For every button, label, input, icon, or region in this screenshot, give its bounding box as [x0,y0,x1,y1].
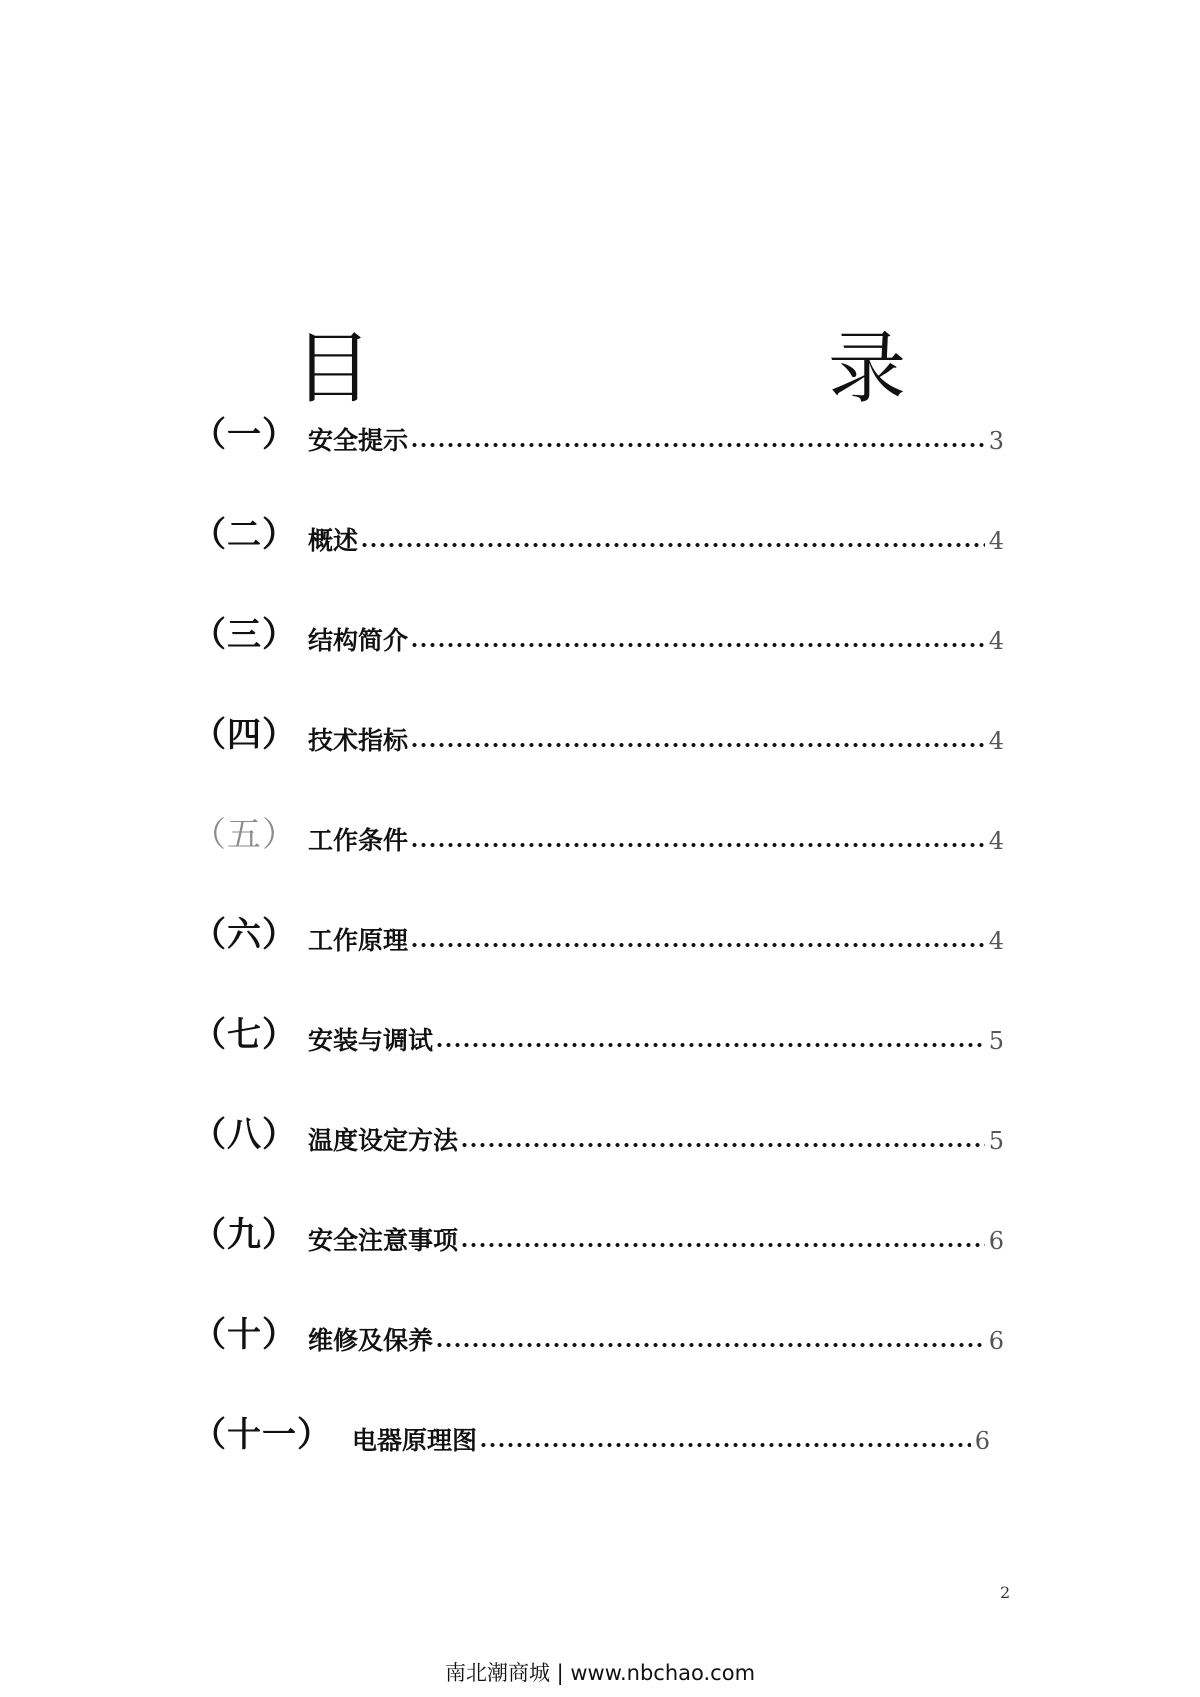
toc-entry-page: 6 [988,1327,1004,1355]
toc-entry-number: （八） [192,1115,297,1155]
toc-dot-leader [460,1142,985,1148]
toc-dot-leader [479,1442,971,1448]
toc-entry-number: （九） [192,1215,297,1255]
toc-entry-label: 安装与调试 [308,1026,434,1055]
toc-entry-page: 4 [988,927,1004,955]
toc-dot-leader [460,1242,985,1248]
toc-entry[interactable] [0,410,1200,470]
toc-entry[interactable] [0,910,1200,970]
toc-entry-label: 概述 [308,526,359,555]
toc-entry-page: 4 [988,527,1004,555]
toc-dot-leader [360,542,985,548]
page-title: 目 录 [293,324,1006,415]
toc-entry-page: 4 [988,827,1004,855]
toc-entry-label: 技术指标 [308,726,409,755]
toc-entry-number: （十一） [192,1415,332,1455]
toc-entry-label: 结构简介 [308,626,409,655]
toc-entry[interactable] [0,1310,1200,1370]
toc-entry[interactable] [0,1110,1200,1170]
toc-entry-number: （六） [192,915,297,955]
toc-entry-page: 3 [988,427,1004,455]
toc-entry[interactable] [0,1210,1200,1270]
toc-entry-number: （二） [192,515,297,555]
toc-entry-page: 4 [988,627,1004,655]
toc-entry-label: 安全注意事项 [308,1226,459,1255]
toc-entry-page: 5 [988,1027,1004,1055]
toc-dot-leader [435,1042,985,1048]
toc-entry-page: 6 [974,1427,990,1455]
toc-entry-page: 4 [988,727,1004,755]
toc-entry[interactable] [0,1010,1200,1070]
toc-entry-number: （十） [192,1315,297,1355]
toc-entry[interactable] [0,1410,1200,1470]
toc-dot-leader [435,1342,985,1348]
toc-entry-label: 电器原理图 [352,1426,478,1455]
toc-entry[interactable] [0,710,1200,770]
toc-entry-page: 6 [988,1227,1004,1255]
page-number: 2 [1000,1583,1011,1602]
toc-entry-label: 工作原理 [308,926,409,955]
footer-watermark: 南北潮商城 | www.nbchao.com [444,1661,756,1685]
toc-dot-leader [410,642,985,648]
toc-entry-label: 工作条件 [308,826,409,855]
toc-entry[interactable] [0,510,1200,570]
toc-entry[interactable] [0,810,1200,870]
toc-entry-number: （一） [192,415,297,455]
toc-dot-leader [410,842,985,848]
toc-entry-number: （四） [192,715,297,755]
toc-entry-number: （五） [192,815,297,855]
toc-entry[interactable] [0,610,1200,670]
toc-entry-label: 温度设定方法 [308,1126,459,1155]
toc-entry-number: （七） [192,1015,297,1055]
toc-entry-number: （三） [192,615,297,655]
toc-entry-label: 维修及保养 [308,1326,434,1355]
toc-entry-page: 5 [988,1127,1004,1155]
toc-dot-leader [410,742,985,748]
toc-dot-leader [410,942,985,948]
toc-dot-leader [410,442,985,448]
toc-entry-label: 安全提示 [308,426,409,455]
